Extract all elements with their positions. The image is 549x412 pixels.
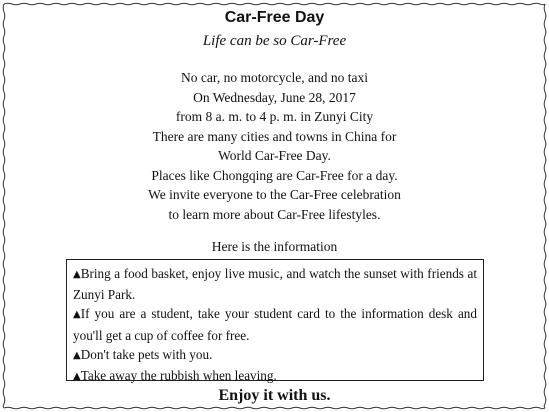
poster-subtitle: Life can be so Car-Free	[202, 33, 347, 49]
info-item-text: If you are a student, take your student card to the information desk and you'll get a cup of coffee for free.	[73, 306, 477, 343]
triangle-bullet-icon: ▲	[73, 269, 81, 280]
info-item-text: Bring a food basket, enjoy live music, and watch the sunset with friends at Zunyi Park.	[73, 266, 477, 303]
description-line: to learn more about Car-Free lifestyles.	[168, 206, 381, 222]
info-item-text: Take away the rubbish when leaving.	[80, 368, 277, 384]
closing-line: Enjoy it with us.	[218, 387, 331, 404]
description-line: We invite everyone to the Car-Free celebration	[148, 187, 401, 202]
description-line: No car, no motorcycle, and no taxi	[181, 70, 368, 85]
event-description	[0, 68, 549, 224]
triangle-bullet-icon: ▲	[73, 309, 81, 321]
description-line: Places like Chongqing are Car-Free for a day.	[151, 167, 398, 183]
info-item-text: Don't take pets with you.	[80, 346, 213, 362]
info-item	[73, 304, 477, 344]
triangle-bullet-icon: ▲	[73, 349, 81, 361]
triangle-bullet-icon: ▲	[73, 371, 81, 383]
poster-title: Car-Free Day	[224, 9, 325, 26]
info-item	[73, 345, 477, 366]
description-line: On Wednesday, June 28, 2017	[193, 89, 356, 105]
description-line: from 8 a. m. to 4 p. m. in Zunyi City	[175, 109, 374, 124]
description-line: World Car-Free Day.	[218, 148, 331, 163]
description-line: There are many cities and towns in China for	[152, 128, 397, 144]
info-box	[66, 259, 484, 384]
info-item	[73, 264, 477, 304]
info-heading: Here is the information	[211, 239, 338, 254]
